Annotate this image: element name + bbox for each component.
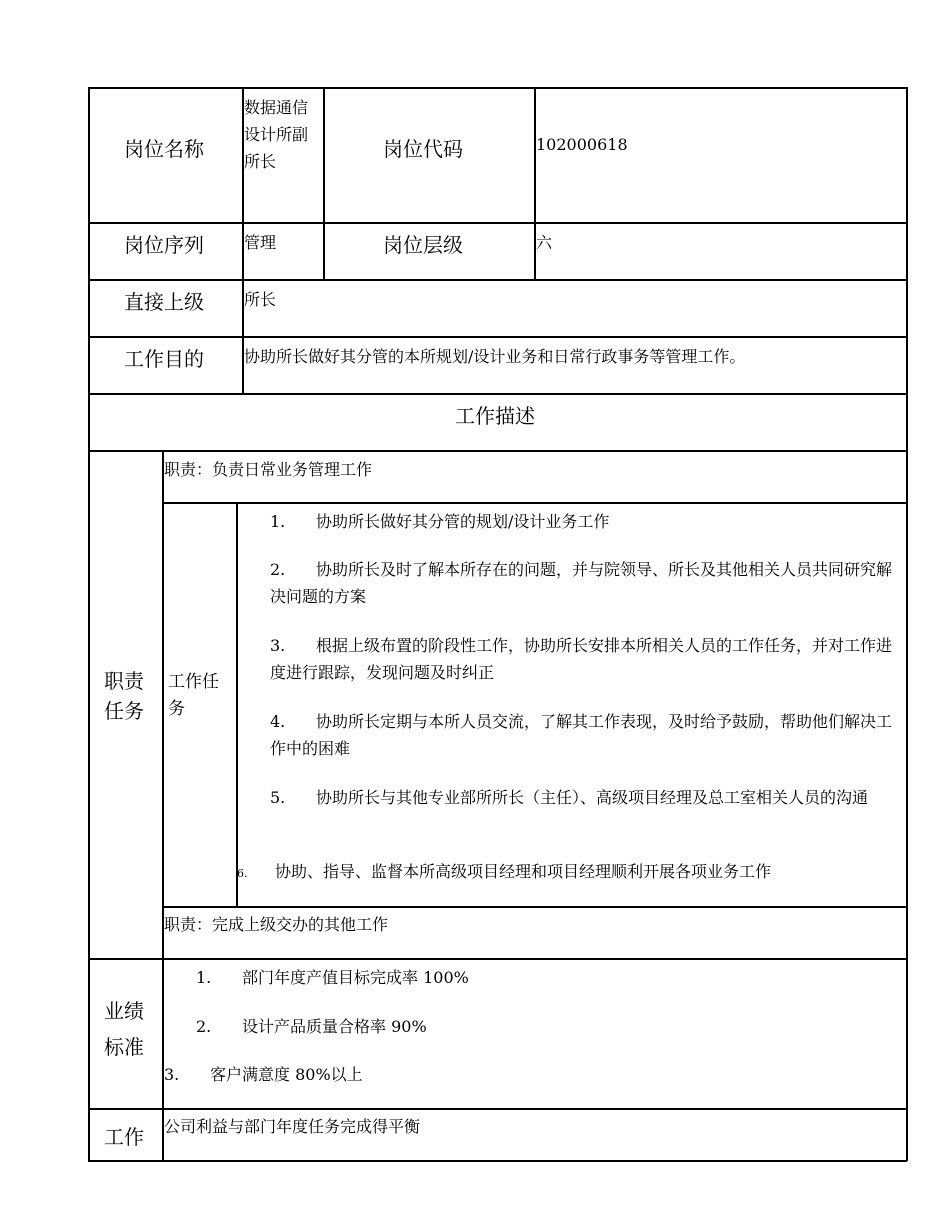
task-item-2 [270,556,896,610]
task-number: 2. [270,560,286,579]
performance-number: 3. [164,1065,180,1084]
table-border [88,222,907,224]
superior-value: 所长 [244,290,277,309]
purpose-label: 工作目的 [124,347,204,371]
table-border [162,502,907,504]
task-number: 5. [270,788,286,807]
work-label: 工作 [104,1125,144,1149]
table-border [88,279,907,281]
post-sequence-label: 岗位序列 [124,233,204,257]
task-item-1 [270,509,609,532]
table-border [162,906,907,908]
table-border [88,958,907,960]
task-label: 工作任务 [168,672,219,719]
task-item-6 [237,859,771,882]
table-border [323,87,325,280]
task-number: 4. [270,712,286,731]
performance-number: 1. [196,968,212,987]
performance-item-3 [164,1062,363,1085]
duty-daily-business: 职责：负责日常业务管理工作 [164,460,373,479]
task-text: 协助所长做好其分管的规划/设计业务工作 [316,512,610,531]
performance-text: 设计产品质量合格率 90% [242,1017,427,1036]
table-border [236,502,238,907]
duties-section-label: 职责任务 [104,669,144,723]
task-item-5 [270,784,896,811]
task-text: 协助所长与其他专业部所所长（主任）、高级项目经理及总工室相关人员的沟通 [316,788,869,807]
performance-text: 部门年度产值目标完成率 100% [242,968,469,987]
task-item-4 [270,708,896,762]
table-border [88,1108,907,1110]
post-sequence-value: 管理 [244,233,277,252]
work-value: 公司利益与部门年度任务完成得平衡 [164,1117,421,1136]
performance-text: 客户满意度 80%以上 [210,1065,363,1084]
post-code-label: 岗位代码 [383,137,463,161]
table-border [88,87,907,89]
duty-other-tasks: 职责：完成上级交办的其他工作 [164,915,389,934]
table-border [88,336,907,338]
table-border [88,1160,907,1162]
performance-label: 业绩标准 [104,999,144,1059]
description-title: 工作描述 [455,404,535,428]
superior-label: 直接上级 [124,290,204,314]
task-text: 根据上级布置的阶段性工作，协助所长安排本所相关人员的工作任务，并对工作进度进行跟踪，发现问题及时纠正 [270,636,893,682]
table-border [906,87,908,1161]
table-border [88,87,90,1161]
performance-number: 2. [196,1017,212,1036]
table-border [88,450,907,452]
post-code-value: 102000618 [536,135,628,154]
task-text: 协助、指导、监督本所高级项目经理和项目经理顺利开展各项业务工作 [275,862,772,881]
task-text: 协助所长及时了解本所存在的问题，并与院领导、所长及其他相关人员共同研究解决问题的方案 [270,560,893,606]
performance-item-1 [196,965,469,988]
performance-item-2 [196,1014,427,1037]
task-number: 6. [237,867,248,880]
post-level-label: 岗位层级 [383,233,463,257]
post-name-value: 数据通信设计所副所长 [244,98,309,171]
task-number: 3. [270,636,286,655]
task-item-3 [270,632,896,686]
task-text: 协助所长定期与本所人员交流，了解其工作表现，及时给予鼓励，帮助他们解决工作中的困难 [270,712,893,758]
post-name-label: 岗位名称 [124,137,204,161]
table-border [88,393,907,395]
purpose-value: 协助所长做好其分管的本所规划/设计业务和日常行政事务等管理工作。 [244,347,746,366]
post-level-value: 六 [536,233,553,252]
task-number: 1. [270,512,286,531]
table-border [162,450,164,1161]
